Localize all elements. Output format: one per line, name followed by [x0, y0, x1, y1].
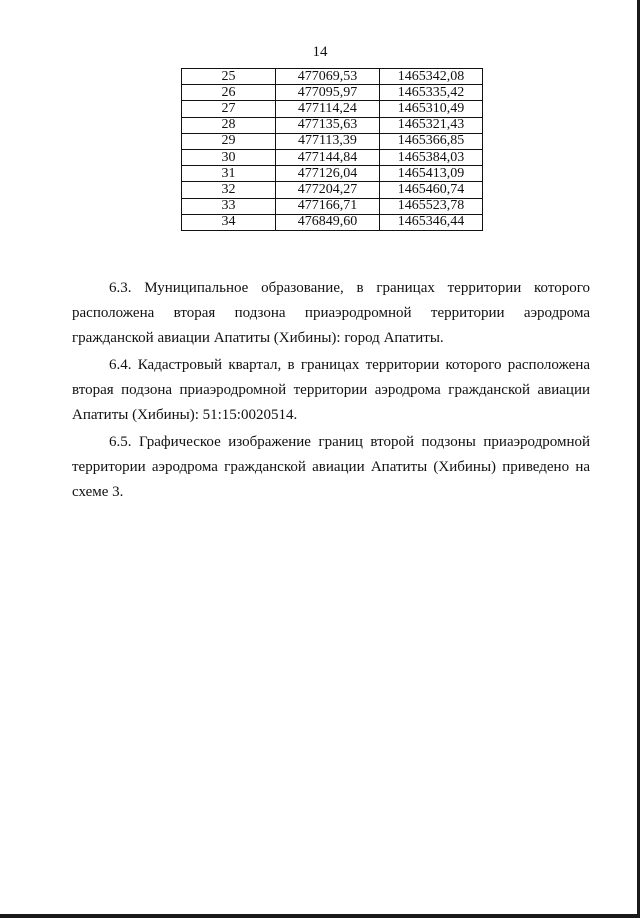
point-number-cell: 26 — [182, 85, 276, 101]
point-number-cell: 27 — [182, 101, 276, 117]
x-coordinate-cell: 477135,63 — [276, 117, 380, 133]
y-coordinate-cell: 1465335,42 — [379, 85, 482, 101]
y-coordinate-cell: 1465310,49 — [379, 101, 482, 117]
y-coordinate-cell: 1465413,09 — [379, 166, 482, 182]
page-number: 14 — [312, 44, 328, 60]
point-number-cell: 33 — [182, 198, 276, 214]
y-coordinate-cell: 1465342,08 — [379, 69, 482, 85]
x-coordinate-cell: 477069,53 — [276, 69, 380, 85]
point-number-cell: 30 — [182, 149, 276, 165]
point-number-cell: 28 — [182, 117, 276, 133]
coordinates-table-body — [182, 69, 483, 231]
paragraph-6-4: 6.4. Кадастровый квартал, в границах территории которого расположена вторая подзона приаэродромной территории аэродрома гражданской авиации Апатиты (Хибины): 51:15:0020514. — [72, 357, 590, 423]
table-row — [182, 117, 483, 133]
page-edge-bottom — [0, 914, 640, 918]
point-number-cell: 34 — [182, 214, 276, 230]
table-row — [182, 101, 483, 117]
paragraph-6-5: 6.5. Графическое изображение границ второй подзоны приаэродромной территории аэродрома гражданской авиации Апатиты (Хибины) приведено на схеме 3. — [72, 434, 590, 500]
x-coordinate-cell: 477204,27 — [276, 182, 380, 198]
coordinates-table — [181, 68, 483, 231]
table-row — [182, 85, 483, 101]
table-row — [182, 69, 483, 85]
table-row — [182, 149, 483, 165]
table-row — [182, 166, 483, 182]
x-coordinate-cell: 477166,71 — [276, 198, 380, 214]
table-row — [182, 198, 483, 214]
x-coordinate-cell: 477114,24 — [276, 101, 380, 117]
x-coordinate-cell: 476849,60 — [276, 214, 380, 230]
y-coordinate-cell: 1465366,85 — [379, 133, 482, 149]
point-number-cell: 32 — [182, 182, 276, 198]
x-coordinate-cell: 477113,39 — [276, 133, 380, 149]
y-coordinate-cell: 1465523,78 — [379, 198, 482, 214]
y-coordinate-cell: 1465321,43 — [379, 117, 482, 133]
x-coordinate-cell: 477095,97 — [276, 85, 380, 101]
table-row — [182, 133, 483, 149]
point-number-cell: 29 — [182, 133, 276, 149]
table-row — [182, 182, 483, 198]
y-coordinate-cell: 1465346,44 — [379, 214, 482, 230]
y-coordinate-cell: 1465460,74 — [379, 182, 482, 198]
y-coordinate-cell: 1465384,03 — [379, 149, 482, 165]
point-number-cell: 25 — [182, 69, 276, 85]
table-row — [182, 214, 483, 230]
point-number-cell: 31 — [182, 166, 276, 182]
paragraph-6-3: 6.3. Муниципальное образование, в границах территории которого расположена вторая подзона приаэродромной территории аэродрома гражданской авиации Апатиты (Хибины): город Апатиты. — [72, 280, 590, 346]
x-coordinate-cell: 477126,04 — [276, 166, 380, 182]
x-coordinate-cell: 477144,84 — [276, 149, 380, 165]
